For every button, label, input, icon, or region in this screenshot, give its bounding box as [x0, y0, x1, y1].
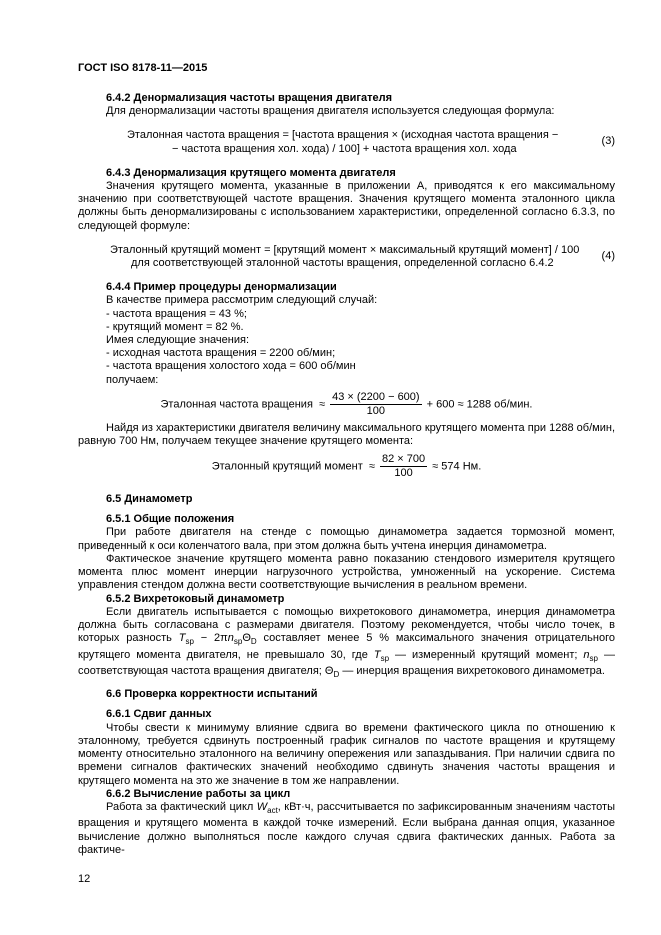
formula-4-line1: Эталонный крутящий момент = [крутящий момент × максимальный крутящий момент] / 100	[110, 243, 580, 256]
section-6-5-1-title: 6.5.1 Общие положения	[106, 513, 235, 526]
example-line-2: - частота вращения = 43 %;	[106, 307, 247, 320]
section-6-5-2-title: 6.5.2 Вихретоковый динамометр	[106, 592, 285, 605]
section-6-4-2-intro: Для денормализации частоты вращения двигателя используется следующая формула:	[106, 105, 555, 118]
section-6-4-3-title: 6.4.3 Денормализация крутящего момента двигателя	[106, 166, 396, 179]
section-6-4-4-title: 6.4.4 Пример процедуры денормализации	[106, 281, 337, 294]
formula-speed-result: + 600 ≈ 1288	[426, 398, 492, 411]
formula-4-number: (4)	[601, 249, 615, 262]
formula-torque-label: Эталонный крутящий момент	[211, 460, 363, 473]
example-line-1: В качестве примера рассмотрим следующий случай:	[106, 294, 378, 307]
formula-torque-unit: Нм.	[462, 460, 482, 473]
formula-4	[78, 244, 615, 270]
formula-torque-fraction	[380, 453, 427, 480]
example-line-5: - исходная частота вращения = 2200 об/мин;	[106, 347, 336, 360]
section-6-5-2-para: Если двигатель испытывается с помощью вихретокового динамометра, инерция динамометра должна быть согласована с размерами двигателя. Поэтому рекомендуется, чтобы число точек, в которых разность $T_{sp} - 2\pi n_{sp}\Theta_D$ составляет менее 5 % максимального значения отрицательного крутящего момента двигателя, не превышало 30, где $T_{sp}$ — измеренный крутящий момент; $n_{sp}$ — соответствующая частота вращения двигателя; $\Theta_D$ — инерция вращения вихретокового динамометра.	[78, 605, 615, 680]
section-6-5-title: 6.5 Динамометр	[106, 493, 193, 506]
formula-3-number: (3)	[601, 135, 615, 148]
formula-torque-numerator: 82 × 700	[380, 453, 427, 467]
formula-example-torque: Эталонный крутящий момент ≈ $\frac{82 \times 700}{100}$ ≈ 574 Нм.	[211, 452, 482, 479]
formula-speed-fraction	[330, 391, 421, 418]
section-6-4-2-title: 6.4.2 Денормализация частоты вращения двигателя	[106, 92, 392, 104]
section-6-5-1-para-1: При работе двигателя на стенде с помощью динамометра задается тормозной момент, приведенный к оси коленчатого вала, при этом должна быть учтена инерция динамометра.	[78, 526, 615, 552]
formula-3	[78, 129, 615, 155]
section-6-6-1-para: Чтобы свести к минимуму влияние сдвига во времени фактического цикла по отношению к эталонному, требуется сдвинуть построенный график сигналов по частоте вращения и крутящему моменту относительно эталонного на величину опережения или запаздывания. При наличии сдвига по времени сигналов фактических значений необходимо сдвинуть значения частоты вращения и крутящего момента на это же значение в том же направлении.	[78, 721, 615, 787]
formula-example-speed: Эталонная частота вращения ≈ $\frac{43 \times (2200 - 600)}{100}$ + 600 ≈ 1288 об/мин.	[160, 390, 533, 418]
section-6-6-title: 6.6 Проверка корректности испытаний	[106, 688, 318, 701]
formula-speed-denominator: 100	[366, 405, 386, 418]
page-number: 12	[78, 873, 91, 885]
example-line-7: получаем:	[106, 373, 159, 386]
document-header: ГОСТ ISO 8178-11—2015	[78, 62, 208, 74]
formula-torque-result: ≈ 574	[432, 460, 460, 473]
formula-speed-label: Эталонная частота вращения	[160, 398, 313, 411]
formula-3-line2: − частота вращения хол. хода) / 100] + частота вращения хол. хода	[172, 142, 517, 155]
document-body	[78, 92, 615, 857]
formula-3-line1: Эталонная частота вращения = [частота вращения × (исходная частота вращения −	[127, 129, 559, 142]
section-6-6-2-para: Работа за фактический цикл $W_{act}$, кВт·ч, рассчитывается по зафиксированным значениям частоты вращения и крутящего момента в каждой точке измерений. Если выбрана данная опция, указанное вычисление должно выполняться после каждого случая сдвига фактических данных. Работа за фактиче-	[78, 800, 615, 856]
formula-speed-unit: об/мин.	[494, 398, 533, 411]
section-6-6-1-title: 6.6.1 Сдвиг данных	[106, 708, 212, 721]
section-6-4-3-text: Значения крутящего момента, указанные в приложении А, приводятся к его максимальному значению при соответствующей частоте вращения. Значения крутящего момента эталонного цикла должны быть денормализированы с использованием характеристики, определенной согласно 6.3.3, по следующей формуле:	[78, 180, 615, 232]
formula-4-line2: для соответствующей эталонной частоты вращения, определенной согласно 6.4.2	[131, 257, 554, 270]
formula-torque-denominator: 100	[394, 466, 413, 479]
example-line-6: - частота вращения холостого хода = 600 об/мин	[106, 360, 356, 373]
example-line-4: Имея следующие значения:	[106, 334, 250, 347]
section-6-5-1-para-2: Фактическое значение крутящего момента равно показанию стендового измерителя крутящего момента плюс момент инерции нагрузочного устройства, умноженный на ускорение. Система управления стендом должна вести соответствующие вычисления в реальном времени.	[78, 552, 615, 592]
example-line-3: - крутящий момент = 82 %.	[106, 320, 244, 333]
example-mid-text: Найдя из характеристики двигателя величину максимального крутящего момента при 1288 об/мин, равную 700 Нм, получаем текущее значение крутящего момента:	[78, 422, 615, 448]
section-6-6-2-title: 6.6.2 Вычисление работы за цикл	[106, 787, 291, 800]
formula-speed-numerator: 43 × (2200 − 600)	[330, 391, 421, 405]
